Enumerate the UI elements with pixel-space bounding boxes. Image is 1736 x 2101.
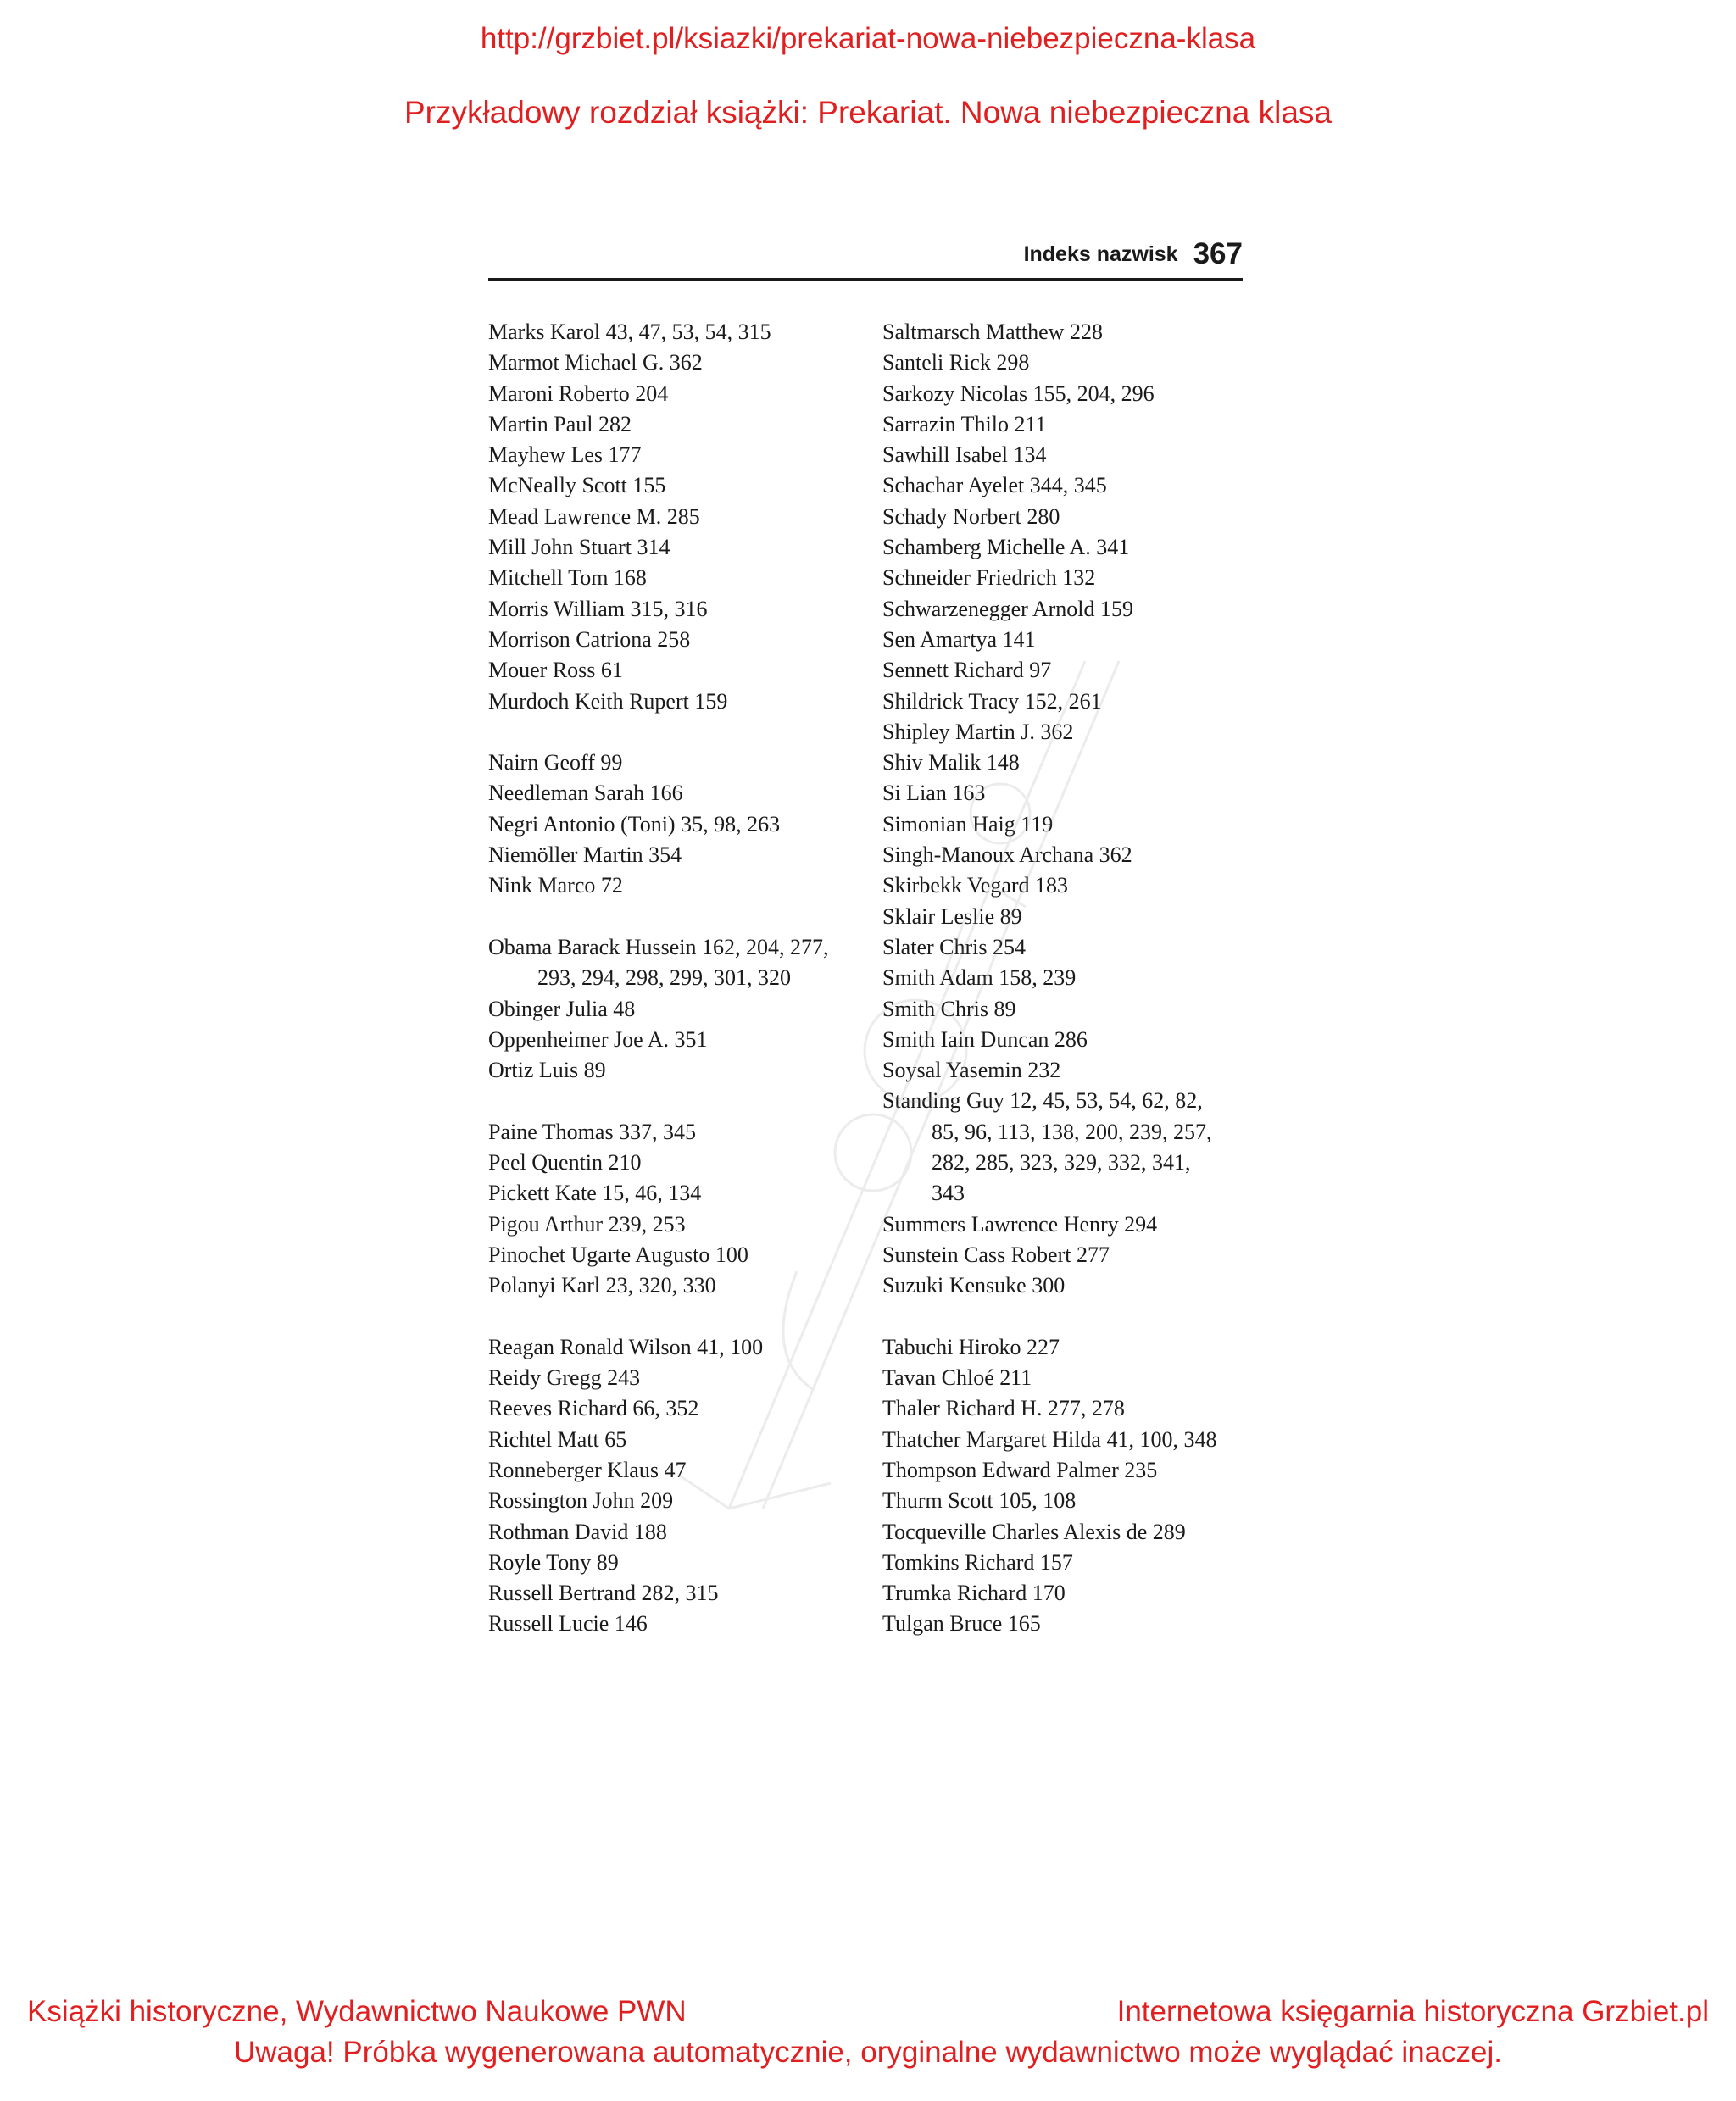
index-entry: Marmot Michael G. 362 bbox=[488, 350, 703, 375]
index-entry: Reidy Gregg 243 bbox=[488, 1365, 641, 1391]
index-entry: Rossington John 209 bbox=[488, 1488, 674, 1514]
index-entry: Saltmarsch Matthew 228 bbox=[882, 320, 1103, 344]
index-entry-continuation: 343 bbox=[932, 1181, 965, 1206]
index-entry: Si Lian 163 bbox=[882, 781, 986, 806]
index-entry: Suzuki Kensuke 300 bbox=[882, 1273, 1066, 1298]
index-entry: Obama Barack Hussein 162, 204, 277, bbox=[488, 934, 829, 959]
index-entry: Mitchell Tom 168 bbox=[488, 565, 647, 591]
footer-warning: Uwaga! Próbka wygenerowana automatycznie, oryginalne wydawnictwo może wyglądać inaczej. bbox=[233, 2036, 1503, 2069]
running-head bbox=[488, 237, 1243, 271]
index-entry: Thaler Richard H. 277, 278 bbox=[882, 1396, 1125, 1421]
index-entry: Schwarzenegger Arnold 159 bbox=[882, 596, 1134, 621]
index-entry: Thatcher Margaret Hilda 41, 100, 348 bbox=[882, 1426, 1217, 1452]
index-entry: Tocqueville Charles Alexis de 289 bbox=[882, 1519, 1186, 1544]
running-head-title: Indeks nazwisk bbox=[1023, 242, 1178, 266]
index-entry: Smith Iain Duncan 286 bbox=[882, 1026, 1088, 1052]
index-entry: Sklair Leslie 89 bbox=[882, 903, 1022, 929]
index-entry: Nairn Geoff 99 bbox=[488, 750, 623, 775]
index-entry: Schneider Friedrich 132 bbox=[882, 565, 1096, 591]
index-entry: Royle Tony 89 bbox=[488, 1549, 619, 1575]
index-entry: Sennett Richard 97 bbox=[882, 658, 1052, 683]
letter-group-gap bbox=[488, 1302, 861, 1332]
index-column-right bbox=[882, 317, 1255, 1640]
index-entry: Standing Guy 12, 45, 53, 54, 62, 82, bbox=[882, 1088, 1203, 1114]
index-entry: Thompson Edward Palmer 235 bbox=[882, 1457, 1158, 1482]
index-entry: Skirbekk Vegard 183 bbox=[882, 873, 1069, 898]
index-entry: Obinger Julia 48 bbox=[488, 996, 636, 1021]
index-entry: Shildrick Tracy 152, 261 bbox=[882, 688, 1102, 714]
index-entry: Singh-Manoux Archana 362 bbox=[882, 842, 1132, 868]
index-entry: Pinochet Ugarte Augusto 100 bbox=[488, 1242, 748, 1267]
index-entry: Marks Karol 43, 47, 53, 54, 315 bbox=[488, 320, 771, 344]
index-entry: Schachar Ayelet 344, 345 bbox=[882, 473, 1107, 498]
index-entry: Morrison Catriona 258 bbox=[488, 626, 691, 652]
index-column-left bbox=[488, 317, 861, 1640]
index-entry: Smith Adam 158, 239 bbox=[882, 965, 1077, 991]
page-number: 367 bbox=[1193, 237, 1243, 270]
index-entry: Pigou Arthur 239, 253 bbox=[488, 1211, 686, 1237]
index-entry: McNeally Scott 155 bbox=[488, 473, 666, 498]
index-entry: Smith Chris 89 bbox=[882, 996, 1016, 1021]
index-entry: Sunstein Cass Robert 277 bbox=[882, 1242, 1110, 1267]
index-entry: Nink Marco 72 bbox=[488, 873, 623, 898]
letter-group-gap bbox=[488, 902, 861, 932]
index-entry: Sen Amartya 141 bbox=[882, 626, 1036, 652]
index-entry: Maroni Roberto 204 bbox=[488, 381, 669, 406]
index-entry-continuation: 282, 285, 323, 329, 332, 341, bbox=[932, 1150, 1191, 1176]
index-entry: Tavan Chloé 211 bbox=[882, 1365, 1032, 1391]
index-entry: Rothman David 188 bbox=[488, 1519, 667, 1544]
index-entry: Shiv Malik 148 bbox=[882, 750, 1020, 775]
index-entry: Mill John Stuart 314 bbox=[488, 535, 670, 560]
index-entry: Negri Antonio (Toni) 35, 98, 263 bbox=[488, 811, 781, 837]
index-entry: Needleman Sarah 166 bbox=[488, 781, 683, 806]
index-entry: Richtel Matt 65 bbox=[488, 1426, 627, 1452]
index-entry-continuation: 85, 96, 113, 138, 200, 239, 257, bbox=[932, 1119, 1212, 1144]
index-entry: Slater Chris 254 bbox=[882, 934, 1026, 959]
index-entry: Schady Norbert 280 bbox=[882, 503, 1060, 529]
index-entry: Sawhill Isabel 134 bbox=[882, 442, 1047, 468]
index-entry: Tabuchi Hiroko 227 bbox=[882, 1334, 1060, 1359]
index-entry: Mayhew Les 177 bbox=[488, 442, 642, 468]
index-entry: Martin Paul 282 bbox=[488, 411, 632, 436]
index-entry: Santeli Rick 298 bbox=[882, 350, 1030, 375]
index-entry: Morris William 315, 316 bbox=[488, 596, 708, 621]
index-entry: Russell Lucie 146 bbox=[488, 1611, 648, 1637]
index-entry: Shipley Martin J. 362 bbox=[882, 719, 1074, 744]
letter-group-gap bbox=[488, 717, 861, 748]
index-entry: Pickett Kate 15, 46, 134 bbox=[488, 1181, 702, 1206]
index-entry: Sarrazin Thilo 211 bbox=[882, 411, 1047, 436]
index-entry: Thurm Scott 105, 108 bbox=[882, 1488, 1077, 1514]
index-entry: Russell Bertrand 282, 315 bbox=[488, 1581, 719, 1606]
index-entry: Summers Lawrence Henry 294 bbox=[882, 1211, 1158, 1237]
index-entry: Mead Lawrence M. 285 bbox=[488, 503, 700, 529]
index-entry: Murdoch Keith Rupert 159 bbox=[488, 688, 728, 714]
header-rule bbox=[488, 278, 1243, 281]
source-url[interactable]: http://grzbiet.pl/ksiazki/prekariat-nowa-niebezpieczna-klasa bbox=[480, 22, 1256, 55]
footer-bookstore: Internetowa księgarnia historyczna Grzbiet.pl bbox=[1116, 1995, 1709, 2028]
index-entry: Soysal Yasemin 232 bbox=[882, 1058, 1061, 1083]
index-entry: Ronneberger Klaus 47 bbox=[488, 1457, 687, 1482]
index-entry: Oppenheimer Joe A. 351 bbox=[488, 1026, 708, 1052]
index-entry: Trumka Richard 170 bbox=[882, 1581, 1066, 1606]
sample-chapter-banner: Przykładowy rozdział książki: Prekariat. Nowa niebezpieczna klasa bbox=[403, 95, 1332, 130]
index-entry: Tomkins Richard 157 bbox=[882, 1549, 1073, 1575]
letter-group-gap bbox=[882, 1302, 1255, 1332]
index-entry: Ortiz Luis 89 bbox=[488, 1058, 606, 1083]
index-entry: Reeves Richard 66, 352 bbox=[488, 1396, 699, 1421]
index-entry: Niemöller Martin 354 bbox=[488, 842, 682, 868]
index-entry: Schamberg Michelle A. 341 bbox=[882, 535, 1130, 560]
index-entry-continuation: 293, 294, 298, 299, 301, 320 bbox=[537, 965, 791, 991]
letter-group-gap bbox=[488, 1086, 861, 1116]
index-entry: Simonian Haig 119 bbox=[882, 811, 1054, 837]
index-entry: Polanyi Karl 23, 320, 330 bbox=[488, 1273, 716, 1298]
index-entry: Tulgan Bruce 165 bbox=[882, 1611, 1041, 1637]
index-entry: Paine Thomas 337, 345 bbox=[488, 1119, 697, 1144]
index-entry: Sarkozy Nicolas 155, 204, 296 bbox=[882, 381, 1155, 406]
index-entry: Mouer Ross 61 bbox=[488, 658, 623, 683]
index-entry: Peel Quentin 210 bbox=[488, 1150, 642, 1176]
footer-publisher: Książki historyczne, Wydawnictwo Naukowe PWN bbox=[27, 1995, 687, 2028]
index-entry: Reagan Ronald Wilson 41, 100 bbox=[488, 1334, 764, 1359]
